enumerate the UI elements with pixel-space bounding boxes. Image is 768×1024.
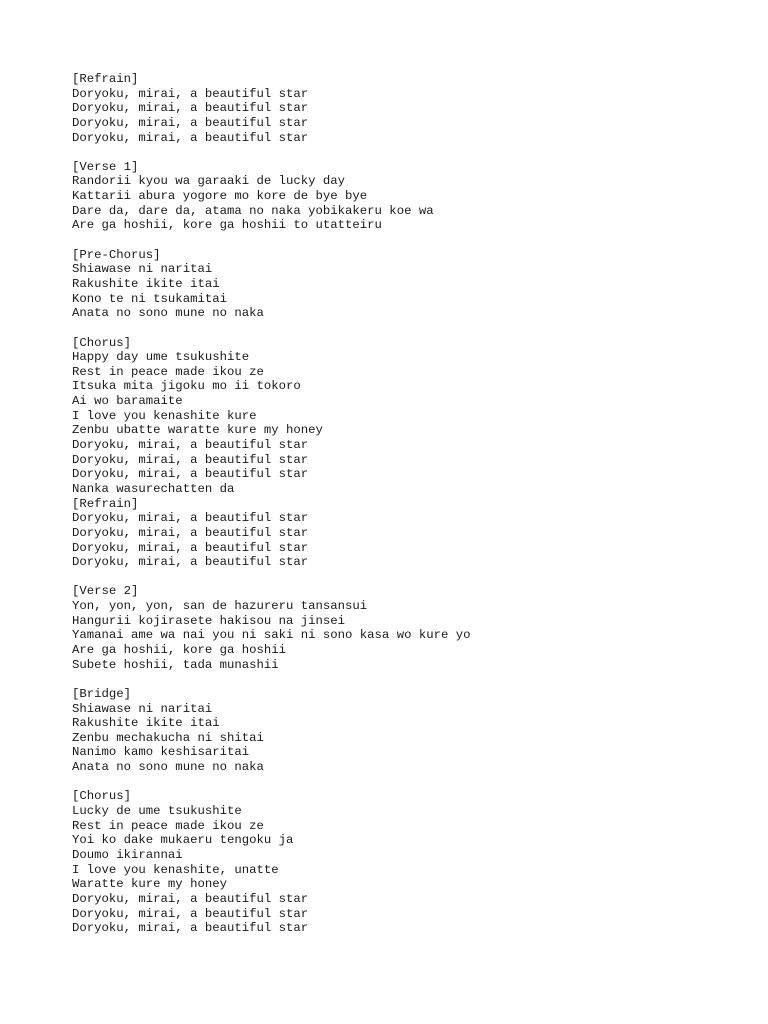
- lyric-line: Doryoku, mirai, a beautiful star: [72, 452, 309, 467]
- lyric-line: Nanka wasurechatten da: [72, 481, 235, 496]
- lyric-line: Doryoku, mirai, a beautiful star: [72, 525, 309, 540]
- section-header: [Verse 2]: [72, 584, 139, 599]
- section-header: [Chorus]: [72, 335, 132, 350]
- section-header: [Verse 1]: [72, 159, 139, 174]
- section-header: [Chorus]: [72, 789, 132, 804]
- lyric-line: Lucky de ume tsukushite: [72, 804, 242, 819]
- lyrics-document: [72, 72, 732, 936]
- lyric-line: Anata no sono mune no naka: [72, 760, 264, 775]
- lyric-line: Rest in peace made ikou ze: [72, 364, 264, 379]
- lyric-line: Are ga hoshii, kore ga hoshii: [72, 642, 287, 657]
- lyric-line: Itsuka mita jigoku mo ii tokoro: [72, 379, 301, 394]
- lyric-line: Doryoku, mirai, a beautiful star: [72, 467, 309, 482]
- lyric-line: Doryoku, mirai, a beautiful star: [72, 540, 309, 555]
- lyric-line: Anata no sono mune no naka: [72, 306, 264, 321]
- lyric-line: Are ga hoshii, kore ga hoshii to utatteiru: [72, 218, 382, 233]
- lyric-line: Rest in peace made ikou ze: [72, 818, 264, 833]
- lyric-line: Kono te ni tsukamitai: [72, 291, 227, 306]
- lyric-line: Doryoku, mirai, a beautiful star: [72, 101, 309, 116]
- section-bridge: [72, 687, 732, 775]
- lyric-line: I love you kenashite, unatte: [72, 862, 279, 877]
- spacer: [72, 321, 732, 336]
- lyric-line: Rakushite ikite itai: [72, 716, 220, 731]
- lyric-line: Shiawase ni naritai: [72, 262, 213, 277]
- lyric-line: Zenbu mechakucha ni shitai: [72, 730, 264, 745]
- section-header: [Pre-Chorus]: [72, 247, 161, 262]
- lyric-line: Dare da, dare da, atama no naka yobikakeru koe wa: [72, 203, 434, 218]
- lyric-line: Doumo ikirannai: [72, 847, 183, 862]
- spacer: [72, 145, 732, 160]
- lyric-line: Rakushite ikite itai: [72, 276, 220, 291]
- spacer: [72, 570, 732, 585]
- lyric-line: Happy day ume tsukushite: [72, 350, 250, 365]
- section-verse-1: [72, 160, 732, 233]
- section-refrain: [72, 72, 732, 145]
- spacer: [72, 672, 732, 687]
- lyric-line: Doryoku, mirai, a beautiful star: [72, 115, 309, 130]
- lyric-line: Doryoku, mirai, a beautiful star: [72, 921, 309, 936]
- lyric-line: Kattarii abura yogore mo kore de bye bye: [72, 189, 368, 204]
- lyric-line: Doryoku, mirai, a beautiful star: [72, 438, 309, 453]
- lyric-line: Subete hoshii, tada munashii: [72, 657, 279, 672]
- section-header: [Refrain]: [72, 496, 139, 511]
- spacer: [72, 775, 732, 790]
- lyric-line: Doryoku, mirai, a beautiful star: [72, 555, 309, 570]
- lyric-line: Yon, yon, yon, san de hazureru tansansui: [72, 599, 368, 614]
- spacer: [72, 233, 732, 248]
- lyric-line: Nanimo kamo keshisaritai: [72, 745, 250, 760]
- lyric-line: Randorii kyou wa garaaki de lucky day: [72, 174, 346, 189]
- lyric-line: Yamanai ame wa nai you ni saki ni sono kasa wo kure yo: [72, 628, 471, 643]
- lyric-line: I love you kenashite kure: [72, 408, 257, 423]
- section-verse-2: [72, 584, 732, 672]
- lyric-line: Doryoku, mirai, a beautiful star: [72, 130, 309, 145]
- lyric-line: Doryoku, mirai, a beautiful star: [72, 906, 309, 921]
- lyric-line: Waratte kure my honey: [72, 877, 227, 892]
- section-header: [Bridge]: [72, 686, 132, 701]
- lyric-line: Hangurii kojirasete hakisou na jinsei: [72, 613, 346, 628]
- section-header: [Refrain]: [72, 72, 139, 86]
- lyric-line: Doryoku, mirai, a beautiful star: [72, 511, 309, 526]
- lyric-line: Ai wo baramaite: [72, 394, 183, 409]
- lyric-line: Shiawase ni naritai: [72, 701, 213, 716]
- section-pre-chorus: [72, 248, 732, 321]
- lyric-line: Doryoku, mirai, a beautiful star: [72, 86, 309, 101]
- lyric-line: Yoi ko dake mukaeru tengoku ja: [72, 833, 294, 848]
- lyric-line: Zenbu ubatte waratte kure my honey: [72, 423, 323, 438]
- lyric-line: Doryoku, mirai, a beautiful star: [72, 891, 309, 906]
- section-chorus-2: [72, 789, 732, 935]
- section-chorus-1: [72, 336, 732, 570]
